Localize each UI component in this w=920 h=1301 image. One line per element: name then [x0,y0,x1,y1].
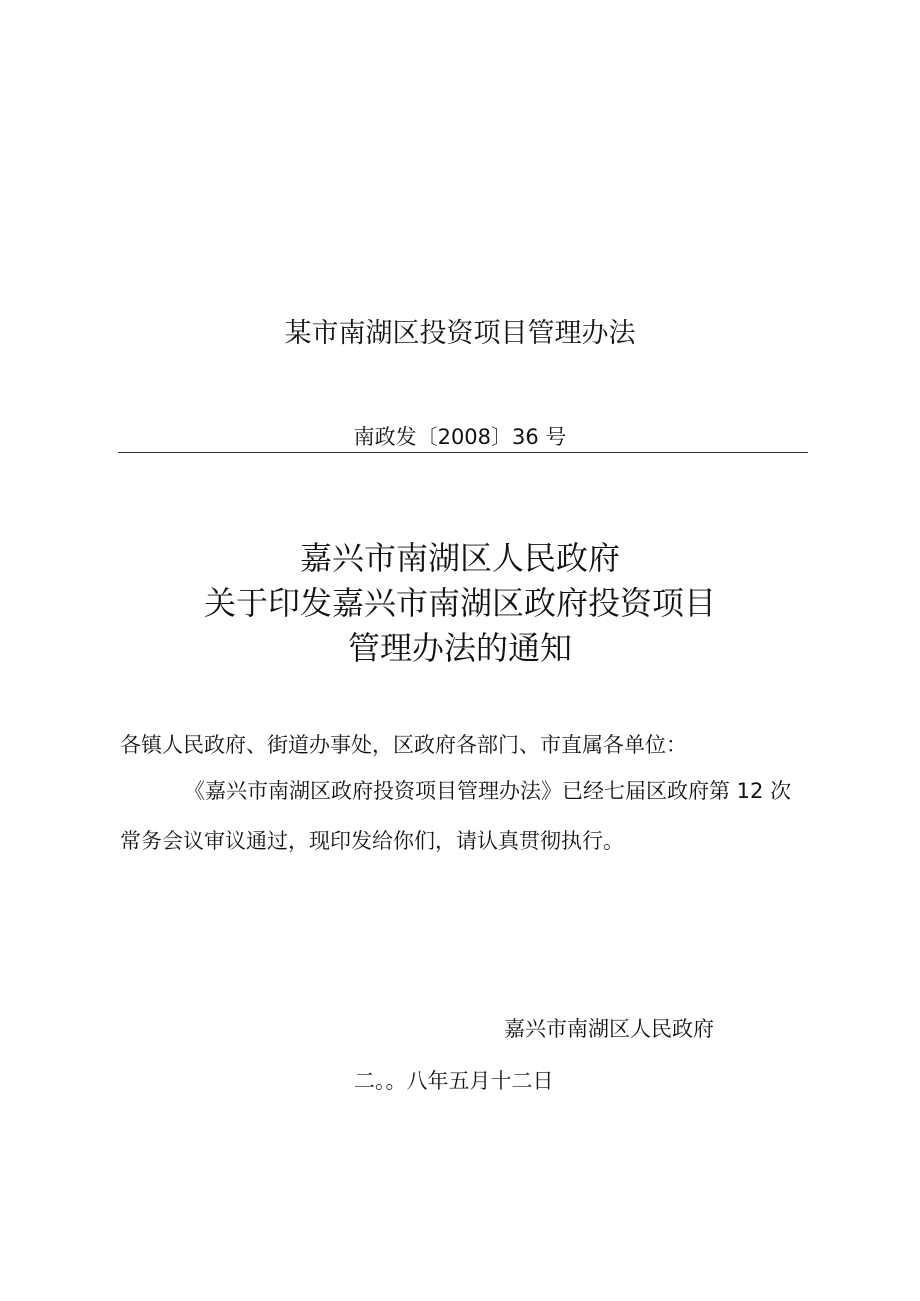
notice-title-line-3: 管理办法的通知 [347,629,572,667]
notice-title-line-2: 关于印发嘉兴市南湖区政府投资项目 [203,584,716,622]
body-paragraph-line-2: 常务会议审议通过，现印发给你们，请认真贯彻执行。 [120,829,624,853]
notice-title-line-1: 嘉兴市南湖区人民政府 [299,539,620,577]
signature-date: 二。。八年五月十二日 [354,1069,554,1093]
body-paragraph-line-1: 《嘉兴市南湖区政府投资项目管理办法》已经七届区政府第 12 次 [184,779,792,803]
addressee-line: 各镇人民政府、街道办事处，区政府各部门、市直属各单位： [120,733,687,757]
header-divider [118,452,808,453]
notice-title [0,536,920,671]
signature-organization: 嘉兴市南湖区人民政府 [504,1017,714,1041]
document-number: 南政发〔2008〕36 号 [353,425,567,449]
document-heading: 某市南湖区投资项目管理办法 [284,318,636,349]
